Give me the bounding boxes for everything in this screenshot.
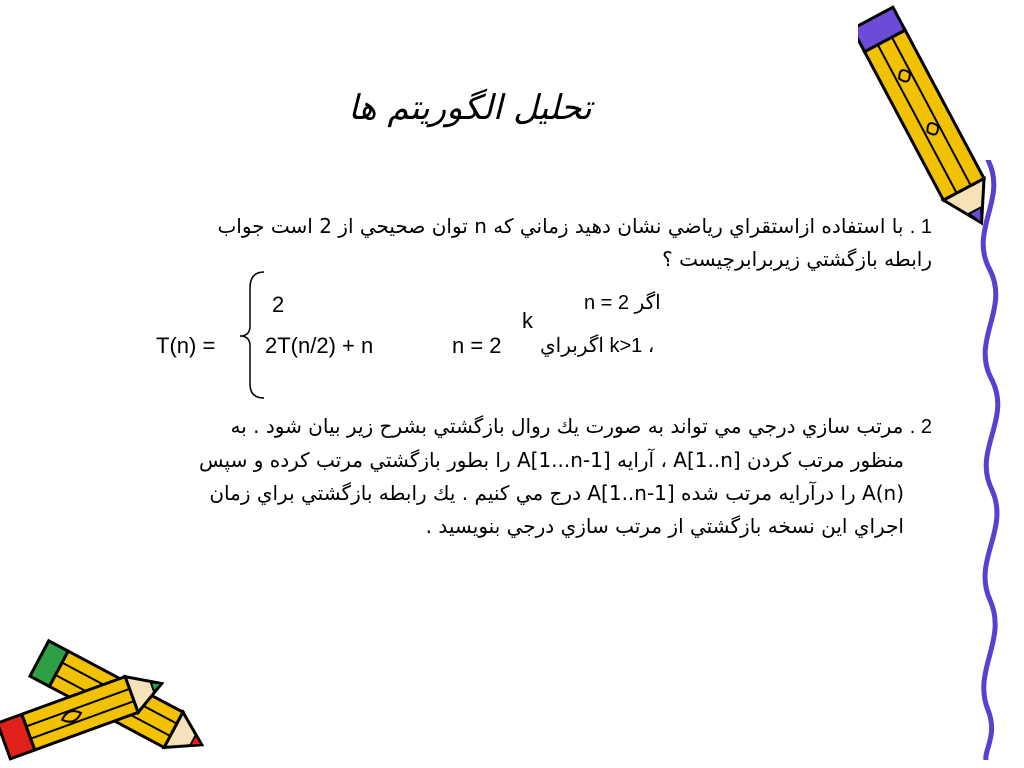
question-1-line-1 [112, 210, 932, 243]
case-1-value: 2 [272, 292, 285, 317]
question-2-line-3: A(n) را درآرايه مرتب شده A[1..n-1] درج مي كنيم . يك رابطه بازگشتي براي زمان [209, 481, 904, 505]
case-1-condition: اگر n = 2 [584, 292, 661, 314]
question-1 [112, 210, 932, 275]
question-2-line-2: منظور مرتب كردن A[1..n] ، آرايه A[1...n-1] را بطور بازگشتي مرتب كرده و سپس [199, 448, 904, 472]
squiggle-line [958, 160, 1024, 760]
case-2-condition-prefix: n = 2 [452, 333, 502, 358]
question-2-line-1 [82, 410, 932, 444]
case-2-exponent: k [522, 308, 533, 333]
question-1-text-1: با استفاده ازاستقراي رياضي نشان دهيد زماني كه n توان صحيحي از 2 است جواب [217, 214, 904, 238]
question-1-number: 1 . [909, 216, 932, 238]
question-2-number: 2 . [909, 416, 932, 438]
case-2-value: 2T(n/2) + n [265, 333, 374, 358]
question-2-line-4: اجراي اين نسخه بازگشتي از مرتب سازي درجي بنويسيد . [425, 514, 904, 538]
pencils-icon [0, 618, 210, 768]
case-2-condition-suffix: ، k>1 اگربراي [540, 335, 655, 357]
recurrence-lhs: T(n) = [156, 333, 216, 358]
question-1-line-2: رابطه بازگشتي زيربرابرچيست ؟ [662, 247, 932, 271]
slide-title: تحليل الگوريتم ها [348, 88, 592, 128]
question-2 [82, 410, 932, 543]
left-brace [238, 270, 268, 400]
question-2-text-1: مرتب سازي درجي مي تواند به صورت يك روال بازگشتي بشرح زير بيان شود . به [230, 414, 904, 438]
